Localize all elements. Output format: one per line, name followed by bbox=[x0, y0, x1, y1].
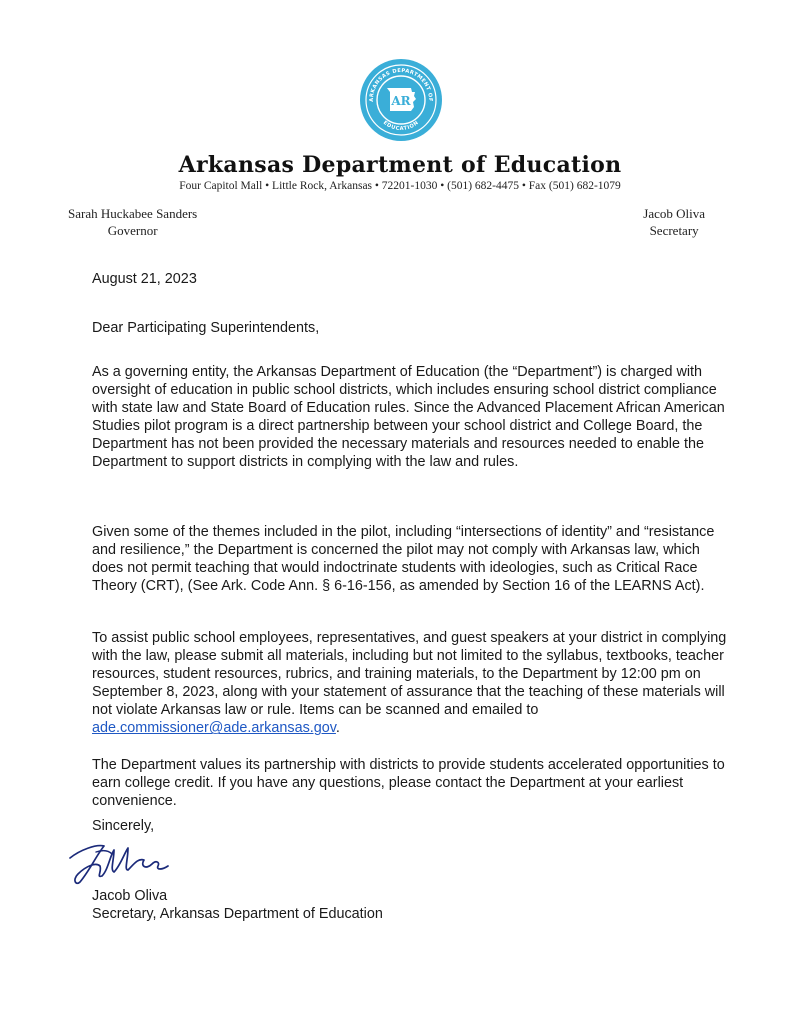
governor-title: Governor bbox=[107, 223, 158, 238]
organization-address: Four Capitol Mall • Little Rock, Arkansas • 72201-1030 • (501) 682-4475 • Fax (501) 682-1079 bbox=[179, 180, 621, 192]
body-paragraph-4: The Department values its partnership with districts to provide students accelerated opportunities to earn college credit. If you have any questions, please contact the Department at your earliest convenience. bbox=[92, 757, 725, 810]
salutation: Dear Participating Superintendents, bbox=[92, 320, 320, 336]
handwritten-signature bbox=[66, 836, 192, 886]
paragraph-3-period: . bbox=[335, 720, 340, 737]
governor-block bbox=[68, 205, 197, 239]
body-paragraph-1: As a governing entity, the Arkansas Department of Education (the “Department”) is charged with oversight of education in public school districts, which includes ensuring school district compliance with state law and State Board of Education rules. Since the Advanced Placement African American Studies pilot program is a direct partnership between your school district and College Board, the Department has not been provided the necessary materials and resources needed to enable the Department to support districts in complying with the law and rules. bbox=[92, 364, 725, 471]
paragraph-3-text: To assist public school employees, representatives, and guest speakers at your district in complying with the law, please submit all materials, including but not limited to the syllabus, textbooks, teacher resources, student resources, rubrics, and training materials, to the Department by 12:00 pm on September 8, 2023, along with your statement of assurance that the teaching of these materials will not violate Arkansas law or rule. Items can be scanned and emailed to bbox=[92, 630, 727, 719]
body-paragraph-3 bbox=[92, 629, 732, 737]
seal-arc-bottom-text: EDUCATION bbox=[381, 119, 421, 133]
secretary-title: Secretary bbox=[649, 223, 699, 238]
secretary-block bbox=[643, 205, 705, 239]
governor-name: Sarah Huckabee Sanders bbox=[68, 206, 198, 221]
organization-name: Arkansas Department of Education bbox=[178, 152, 622, 178]
secretary-name: Jacob Oliva bbox=[643, 206, 705, 221]
letter-date: August 21, 2023 bbox=[92, 271, 197, 287]
department-seal-logo bbox=[359, 58, 443, 142]
seal-arc-top-text: ARKANSAS DEPARTMENT OF bbox=[368, 67, 434, 102]
signer-name: Jacob Oliva bbox=[92, 888, 168, 904]
closing: Sincerely, bbox=[92, 818, 155, 834]
seal-monogram: AR bbox=[391, 94, 411, 108]
email-link[interactable]: ade.commissioner@ade.arkansas.gov bbox=[92, 720, 336, 737]
body-paragraph-2: Given some of the themes included in the pilot, including “intersections of identity” and “resistance and resilience,” the Department is concerned the pilot may not comply with Arkansas law, which does not permit teaching that would indoctrinate students with ideologies, such as Critical Race Theory (CRT), (See Ark. Code Ann. § 6-16-156, as amended by Section 16 of the LEARNS Act). bbox=[92, 524, 715, 595]
signer-title: Secretary, Arkansas Department of Education bbox=[92, 906, 383, 922]
